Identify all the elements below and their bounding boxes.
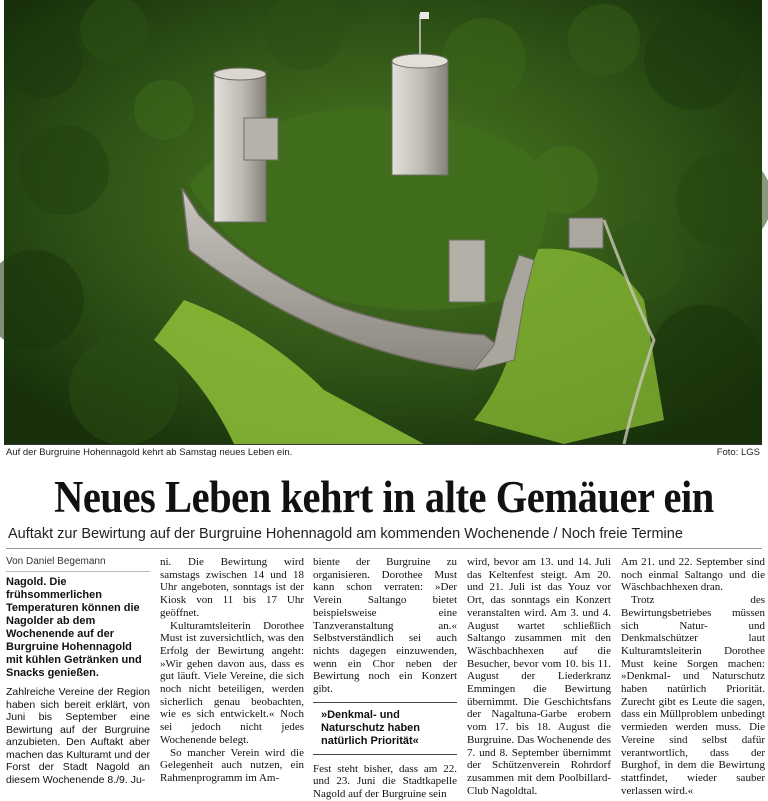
castle-ruin-photo	[4, 0, 762, 445]
column-5	[621, 556, 765, 797]
byline: Von Daniel Begemann	[6, 556, 150, 572]
body-paragraph: Zahlreiche Vereine der Region haben sich bereit erklärt, von Juni bis September eine Bewirtung auf der Burgruine anzubieten. Den Auftakt aber machen das Kulturamt und der Forst der Stadt Nagold an diesem Wochenende 8./9. Ju-	[6, 686, 150, 786]
column-2	[160, 556, 304, 784]
ruin-block	[449, 240, 485, 302]
photo-credit: Foto: LGS	[716, 447, 760, 458]
left-tower-top	[214, 68, 266, 80]
divider	[6, 548, 762, 549]
body-paragraph: biente der Burgruine zu organisieren. Dorothee Must kann schon verraten: »Der Verein Saltango bietet beispielsweise eine Tanzveranstaltung an.« Selbstverständlich sei auch nichts dagegen einzuwenden, wenn ein Chor neben der Bewirtung noch ein Konzert gibt.	[313, 556, 457, 696]
lead-paragraph: Nagold. Die frühsommerlichen Temperaturen können die Nagolder ab dem Wochenende auf der Burgruine Hohennagold mit kühlen Getränken und Snacks genießen.	[6, 576, 142, 679]
tower-annex	[244, 118, 278, 160]
column-1	[6, 556, 150, 786]
ruin-gate	[569, 218, 603, 248]
body-paragraph: ni. Die Bewirtung wird samstags zwischen 14 und 18 Uhr angeboten, sonntags ist der Kiosk von 11 bis 17 Uhr geöffnet.	[160, 556, 304, 619]
main-keep-top	[392, 54, 448, 68]
photo-caption-row	[4, 446, 762, 460]
main-keep	[392, 60, 448, 175]
body-paragraph: So mancher Verein wird die Gelegenheit auch nutzen, ein Rahmenprogramm im Am-	[160, 746, 304, 784]
body-paragraph: wird, bevor am 13. und 14. Juli das Keltenfest steigt. Am 20. und 21. Juli ist das Youz vor Ort, das sonntags ein Konzert veranstalten wird. Am 3. und 4. August wartet schließlich Saltango zusammen mit den Wäschbachhexen auf die Besucher, bevor vom 10. bis 11. August der Liederkranz Emmingen die Bewirtung übernimmt. Die Geschichtsfans der Nagaltuna-Garbe erobern vom 17. bis 18. August die Burgruine. Das Wochenende des 7. und 8. September übernimmt der Schützenverein Rohrdorf zusammen mit dem Poolbillard-Club Nagoldtal.	[467, 556, 611, 797]
inline-subheading: »Denkmal- und Naturschutz haben natürlich Priorität«	[313, 702, 457, 755]
headline: Neues Leben kehrt in alte Gemäuer ein	[54, 472, 714, 522]
flag	[420, 12, 429, 19]
body-paragraph: Am 21. und 22. September sind noch einmal Saltango und die Wäschbachhexen dran.	[621, 556, 765, 594]
subheadline: Auftakt zur Bewirtung auf der Burgruine Hohennagold am kommenden Wochenende / Noch freie Termine	[8, 526, 683, 542]
body-paragraph: Fest steht bisher, dass am 22. und 23. Juni die Stadtkapelle Nagold auf der Burgruine sein	[313, 762, 457, 801]
body-paragraph: Kulturamtsleiterin Dorothee Must ist zuversichtlich, was den Erfolg der Bewirtung angeht: »Wir gehen davon aus, dass es gut läuft. Viele Vereine, die sich noch nicht beteiligen, werden sicherlich genau beobachten, wie es sich entwickelt.« Noch sei jedoch nicht jedes Wochenende belegt.	[160, 619, 304, 746]
body-paragraph: Trotz des Bewirtungsbetriebes müssen sich Natur- und Denkmalschützer laut Kulturamtsleiterin Dorothee Must keine Sorgen machen: »Denkmal- und Naturschutz haben natürlich Priorität. Zurecht gibt es Leute die sagen, dass ein Müllproblem unbedingt vermieden werden muss. Die Vereine sind selbst dafür verantwortlich, dass der Burghof, in dem die Bewirtung stattfindet, wieder sauber verlassen wird.«	[621, 594, 765, 797]
photo-caption: Auf der Burgruine Hohennagold kehrt ab Samstag neues Leben ein.	[6, 447, 293, 458]
column-4	[467, 556, 611, 797]
column-3	[313, 556, 457, 801]
aerial-photo-illustration	[4, 0, 762, 444]
